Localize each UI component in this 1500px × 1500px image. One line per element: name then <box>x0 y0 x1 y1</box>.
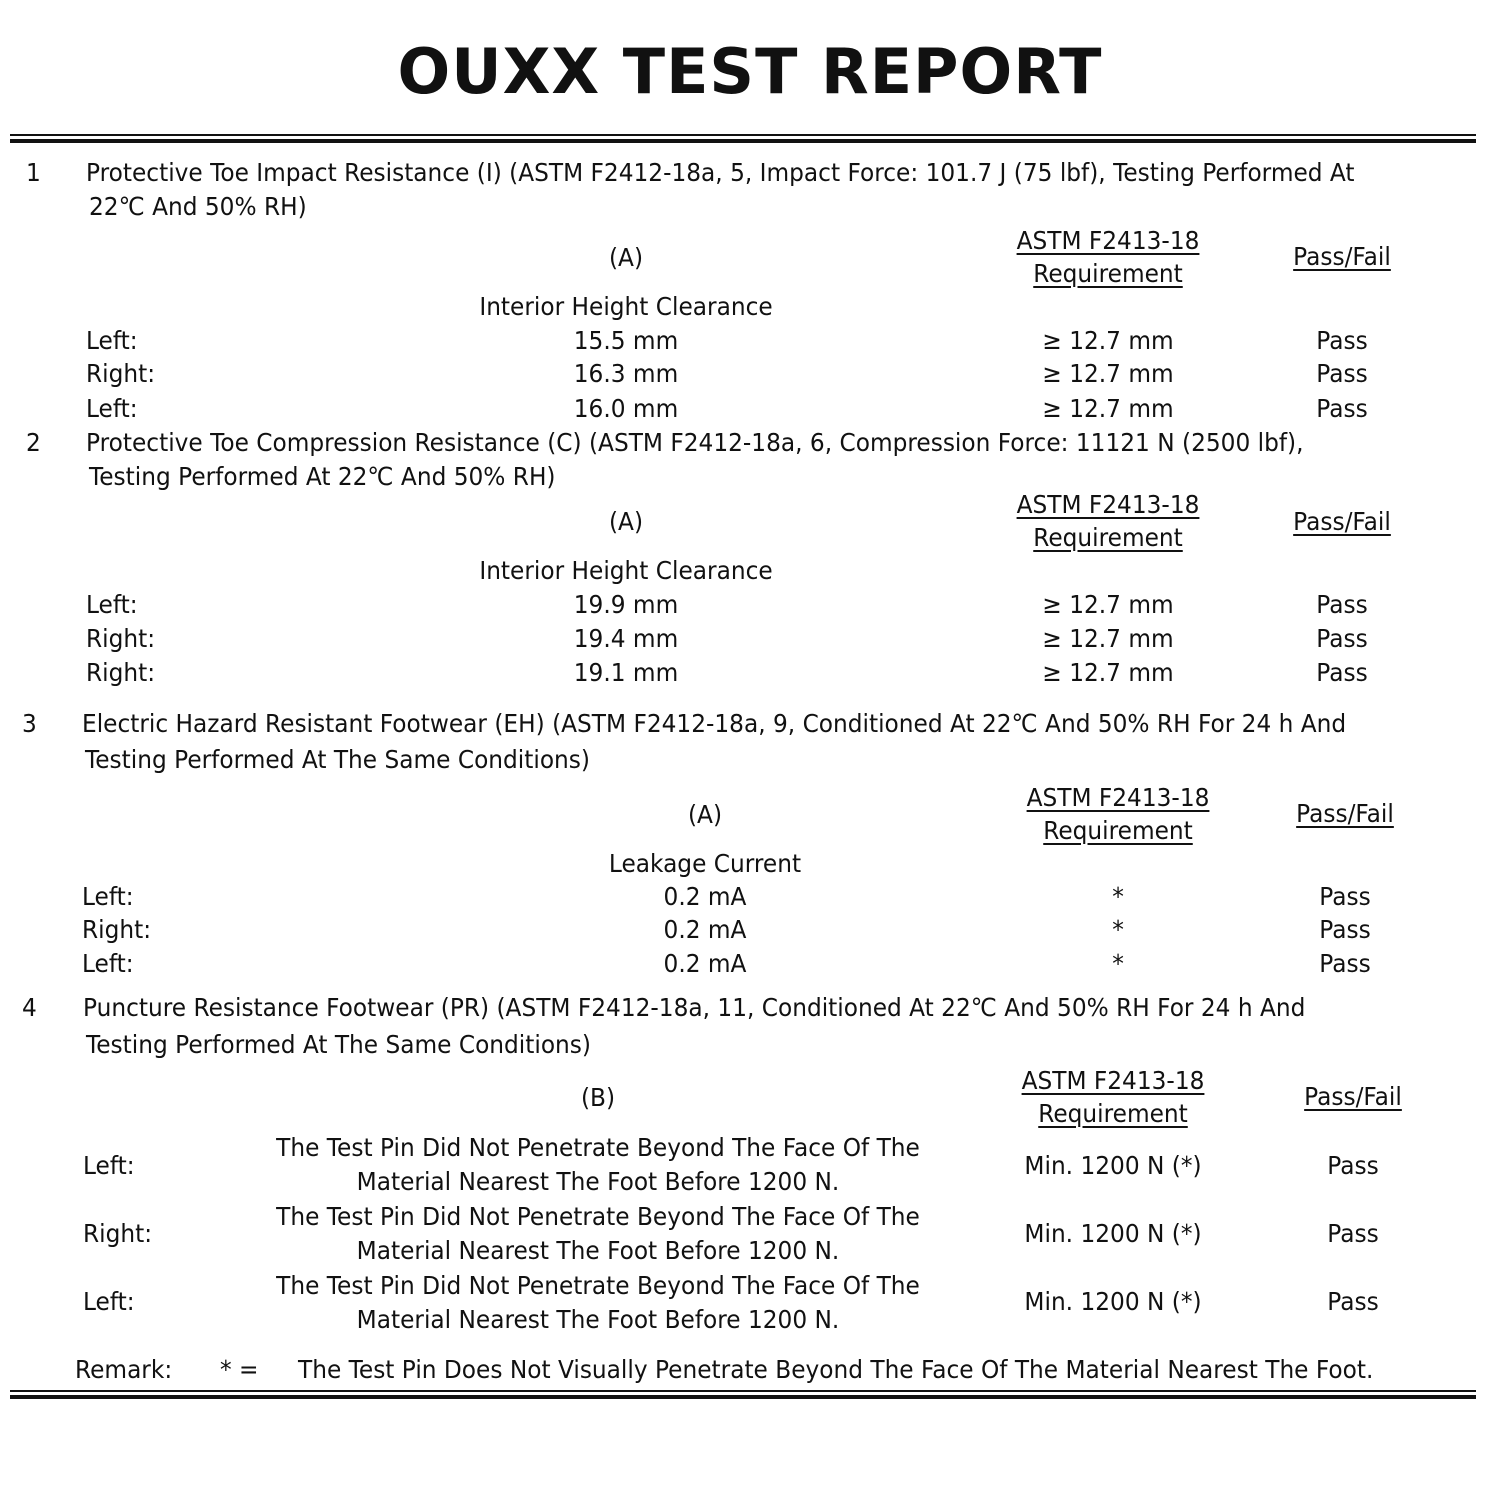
measurement-label: Leakage Current <box>608 849 802 878</box>
section-heading: Testing Performed At The Same Conditions) <box>85 745 590 774</box>
row-result: Pass <box>1327 1219 1379 1248</box>
column-header-requirement: ASTM F2413-18 <box>1026 783 1210 812</box>
column-header-result: (A) <box>608 243 644 272</box>
section-heading: Testing Performed At 22℃ And 50% RH) <box>89 462 556 491</box>
row-result: Pass <box>1316 326 1368 355</box>
section-number: 2 <box>26 428 41 457</box>
column-header-requirement: ASTM F2413-18 <box>1016 490 1200 519</box>
row-value: 19.9 mm <box>573 590 679 619</box>
remark-label: Remark: <box>75 1355 173 1384</box>
column-header-pass-fail: Pass/Fail <box>1293 507 1391 536</box>
row-value: Material Nearest The Foot Before 1200 N. <box>356 1305 840 1330</box>
row-requirement: Min. 1200 N (*) <box>1024 1287 1202 1316</box>
row-side-label: Left: <box>86 394 138 423</box>
column-header-result: (B) <box>580 1083 616 1112</box>
row-side-label: Left: <box>83 1287 135 1316</box>
section-heading: Protective Toe Compression Resistance (C) (ASTM F2412-18a, 6, Compression Force: 11121 N (2500 lbf), <box>86 428 1304 457</box>
row-side-label: Right: <box>86 624 156 653</box>
row-result: Pass <box>1319 915 1371 944</box>
section-number: 4 <box>22 993 37 1022</box>
row-value: 19.1 mm <box>573 658 679 687</box>
row-result: Pass <box>1327 1151 1379 1180</box>
row-requirement: Min. 1200 N (*) <box>1024 1219 1202 1248</box>
row-side-label: Left: <box>83 1151 135 1180</box>
remark-symbol: * = <box>220 1355 259 1384</box>
footer-rule <box>10 1390 1476 1392</box>
measurement-label: Interior Height Clearance <box>479 556 773 585</box>
row-requirement: ≥ 12.7 mm <box>1042 359 1174 388</box>
row-requirement: * <box>1112 882 1124 911</box>
row-result: Pass <box>1316 590 1368 619</box>
row-value: 16.3 mm <box>573 359 679 388</box>
column-header-requirement: Requirement <box>1043 816 1193 845</box>
row-requirement: * <box>1112 915 1124 944</box>
row-side-label: Left: <box>86 326 138 355</box>
row-side-label: Left: <box>82 882 134 911</box>
row-requirement: ≥ 12.7 mm <box>1042 624 1174 653</box>
row-requirement: Min. 1200 N (*) <box>1024 1151 1202 1180</box>
row-value: 0.2 mA <box>663 882 747 911</box>
column-header-requirement: ASTM F2413-18 <box>1016 226 1200 255</box>
row-requirement: * <box>1112 949 1124 978</box>
row-result: Pass <box>1316 359 1368 388</box>
row-result: Pass <box>1316 658 1368 687</box>
section-number: 1 <box>26 158 41 187</box>
remark-text: The Test Pin Does Not Visually Penetrate Beyond The Face Of The Material Nearest The Foot. <box>298 1355 1374 1384</box>
row-side-label: Right: <box>82 915 152 944</box>
section-heading: Testing Performed At The Same Conditions) <box>86 1030 591 1059</box>
section-heading: Electric Hazard Resistant Footwear (EH) (ASTM F2412-18a, 9, Conditioned At 22℃ And 50% RH For 24 h And <box>82 709 1347 738</box>
section-heading: 22℃ And 50% RH) <box>89 192 307 221</box>
column-header-requirement: Requirement <box>1033 259 1183 288</box>
row-result: Pass <box>1316 394 1368 423</box>
footer-rule <box>10 1395 1476 1399</box>
row-value: The Test Pin Did Not Penetrate Beyond The Face Of The <box>276 1133 920 1162</box>
section-heading: Puncture Resistance Footwear (PR) (ASTM F2412-18a, 11, Conditioned At 22℃ And 50% RH For 24 h And <box>83 993 1306 1022</box>
row-result: Pass <box>1316 624 1368 653</box>
column-header-pass-fail: Pass/Fail <box>1304 1082 1402 1111</box>
row-value: 16.0 mm <box>573 394 679 423</box>
row-side-label: Left: <box>86 590 138 619</box>
row-value: Material Nearest The Foot Before 1200 N. <box>356 1167 840 1196</box>
row-requirement: ≥ 12.7 mm <box>1042 394 1174 423</box>
row-result: Pass <box>1319 949 1371 978</box>
row-value: The Test Pin Did Not Penetrate Beyond The Face Of The <box>276 1202 920 1231</box>
column-header-result: (A) <box>608 507 644 536</box>
measurement-label: Interior Height Clearance <box>479 292 773 321</box>
row-value: 15.5 mm <box>573 326 679 355</box>
column-header-pass-fail: Pass/Fail <box>1296 799 1394 828</box>
row-value: The Test Pin Did Not Penetrate Beyond The Face Of The <box>276 1271 920 1300</box>
column-header-result: (A) <box>687 800 723 829</box>
column-header-requirement: ASTM F2413-18 <box>1021 1066 1205 1095</box>
column-header-pass-fail: Pass/Fail <box>1293 242 1391 271</box>
row-result: Pass <box>1327 1287 1379 1316</box>
row-requirement: ≥ 12.7 mm <box>1042 658 1174 687</box>
column-header-requirement: Requirement <box>1033 523 1183 552</box>
column-header-requirement: Requirement <box>1038 1099 1188 1128</box>
row-side-label: Right: <box>83 1219 153 1248</box>
row-result: Pass <box>1319 882 1371 911</box>
row-value: 0.2 mA <box>663 949 747 978</box>
row-side-label: Right: <box>86 658 156 687</box>
row-value: 19.4 mm <box>573 624 679 653</box>
section-number: 3 <box>22 709 37 738</box>
report-title: OUXX TEST REPORT <box>397 35 1103 108</box>
row-side-label: Left: <box>82 949 134 978</box>
row-side-label: Right: <box>86 359 156 388</box>
row-requirement: ≥ 12.7 mm <box>1042 326 1174 355</box>
row-value: 0.2 mA <box>663 915 747 944</box>
row-value: Material Nearest The Foot Before 1200 N. <box>356 1236 840 1265</box>
row-requirement: ≥ 12.7 mm <box>1042 590 1174 619</box>
section-heading: Protective Toe Impact Resistance (I) (ASTM F2412-18a, 5, Impact Force: 101.7 J (75 lbf), Testing Performed At <box>86 158 1355 187</box>
